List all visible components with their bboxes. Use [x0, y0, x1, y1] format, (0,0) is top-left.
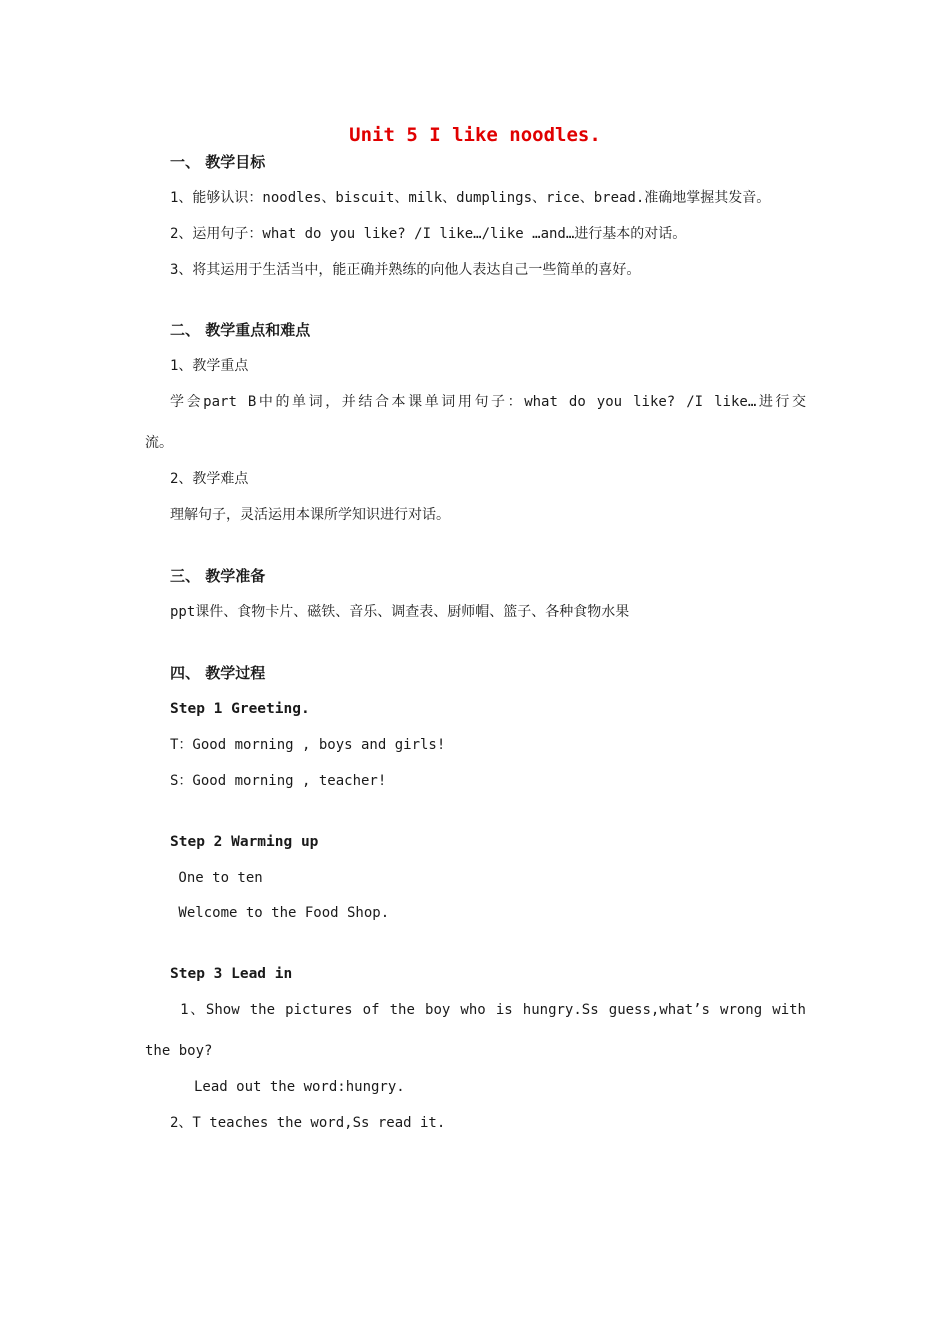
step-3-line-3: Lead out the word:hungry. [194, 1079, 405, 1095]
key-point-text-line-2: 流。 [145, 435, 173, 451]
step-2-title: Step 2 Warming up [170, 834, 319, 850]
step-1-line-2: S：Good morning , teacher! [170, 773, 387, 789]
step-1-title: Step 1 Greeting. [170, 701, 310, 717]
section-heading-key-points: 二、 教学重点和难点 [170, 321, 311, 339]
objective-item-2: 2、运用句子：what do you like? /I like…/like …and…进行基本的对话。 [170, 226, 687, 242]
difficulty-label: 2、教学难点 [170, 471, 249, 487]
section-heading-objectives: 一、 教学目标 [170, 153, 266, 171]
key-point-label: 1、教学重点 [170, 358, 249, 374]
step-3-line-2: the boy? [145, 1043, 213, 1059]
step-2-line-2: Welcome to the Food Shop. [170, 905, 390, 921]
step-1-line-1: T：Good morning , boys and girls! [170, 737, 446, 753]
objective-item-3: 3、将其运用于生活当中，能正确并熟练的向他人表达自己一些简单的喜好。 [170, 262, 641, 278]
step-3-line-4: 2、T teaches the word,Ss read it. [170, 1115, 446, 1131]
step-2-line-1: One to ten [170, 870, 263, 886]
key-point-text-line-1: 学会part B中的单词，并结合本课单词用句子：what do you like? /I like…进行交 [170, 394, 806, 410]
objective-item-1: 1、能够认识：noodles、biscuit、milk、dumplings、rice、bread.准确地掌握其发音。 [170, 190, 771, 206]
step-3-title: Step 3 Lead in [170, 966, 293, 982]
section-heading-process: 四、 教学过程 [170, 664, 266, 682]
section-heading-preparation: 三、 教学准备 [170, 567, 266, 585]
document-title: Unit 5 I like noodles. [349, 124, 601, 146]
step-3-line-1: 1、Show the pictures of the boy who is hungry.Ss guess,what’s wrong with [170, 1002, 806, 1018]
difficulty-text: 理解句子，灵活运用本课所学知识进行对话。 [170, 507, 450, 523]
preparation-text: ppt课件、食物卡片、磁铁、音乐、调查表、厨师帽、篮子、各种食物水果 [170, 604, 630, 620]
